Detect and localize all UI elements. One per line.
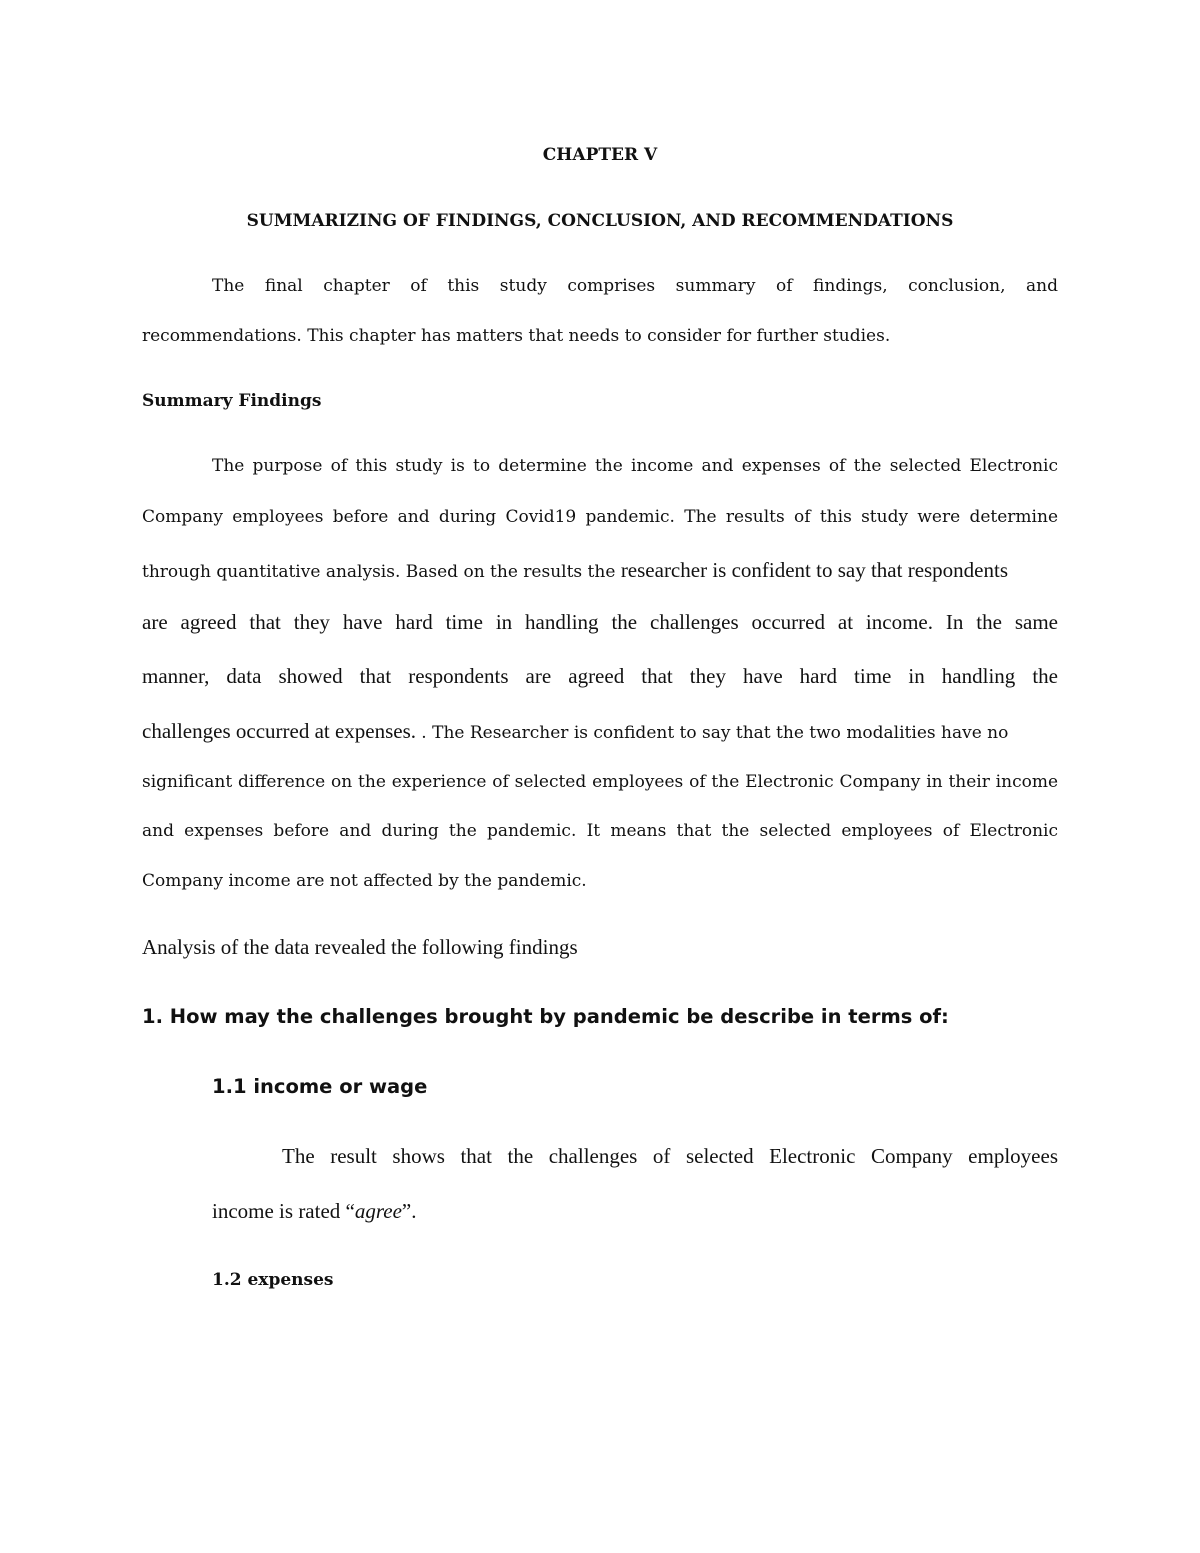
summary-line-1: The purpose of this study is to determine the income and expenses of the selected Electronic bbox=[212, 456, 1058, 476]
sub-1-1-line-1: The result shows that the challenges of selected Electronic Company employees bbox=[282, 1144, 1058, 1168]
summary-line-8: and expenses before and during the pandemic. It means that the selected employees of Electronic bbox=[142, 821, 1058, 841]
summary-line-6a: challenges occurred at expenses. bbox=[142, 719, 422, 743]
summary-line-9: Company income are not affected by the pandemic. bbox=[142, 871, 587, 891]
summary-heading: Summary Findings bbox=[142, 391, 322, 411]
section-title: SUMMARIZING OF FINDINGS, CONCLUSION, AND RECOMMENDATIONS bbox=[246, 211, 954, 231]
rating-agree: agree bbox=[354, 1199, 402, 1223]
sub-1-1-line-2b: ”. bbox=[401, 1199, 417, 1223]
sub-1-1-heading: 1.1 income or wage bbox=[212, 1075, 428, 1098]
sub-1-1-line-2 bbox=[212, 1197, 1128, 1225]
summary-line-6 bbox=[142, 717, 1058, 745]
chapter-title: CHAPTER V bbox=[542, 145, 658, 165]
summary-line-4: are agreed that they have hard time in handling the challenges occurred at income. In the same bbox=[142, 610, 1058, 634]
summary-line-5: manner, data showed that respondents are agreed that they have hard time in handling the bbox=[142, 664, 1058, 688]
intro-line-2: recommendations. This chapter has matters that needs to consider for further studies. bbox=[142, 326, 891, 346]
summary-line-3 bbox=[142, 556, 1058, 584]
sub-1-1-line-2a: income is rated “ bbox=[212, 1199, 355, 1223]
analysis-intro: Analysis of the data revealed the following findings bbox=[142, 935, 578, 959]
sub-1-2-heading: 1.2 expenses bbox=[212, 1270, 334, 1290]
summary-line-7: significant difference on the experience of selected employees of the Electronic Company in their income bbox=[142, 772, 1058, 792]
summary-line-6b: . The Researcher is confident to say that the two modalities have no bbox=[421, 723, 1009, 743]
intro-line-1: The final chapter of this study comprises summary of findings, conclusion, and bbox=[212, 276, 1058, 296]
summary-line-3b: researcher is confident to say that respondents bbox=[620, 558, 1009, 582]
summary-line-2: Company employees before and during Covid19 pandemic. The results of this study were determine bbox=[142, 507, 1058, 527]
summary-line-3a: through quantitative analysis. Based on the results the bbox=[142, 562, 621, 582]
question-1: 1. How may the challenges brought by pandemic be describe in terms of: bbox=[142, 1005, 949, 1028]
